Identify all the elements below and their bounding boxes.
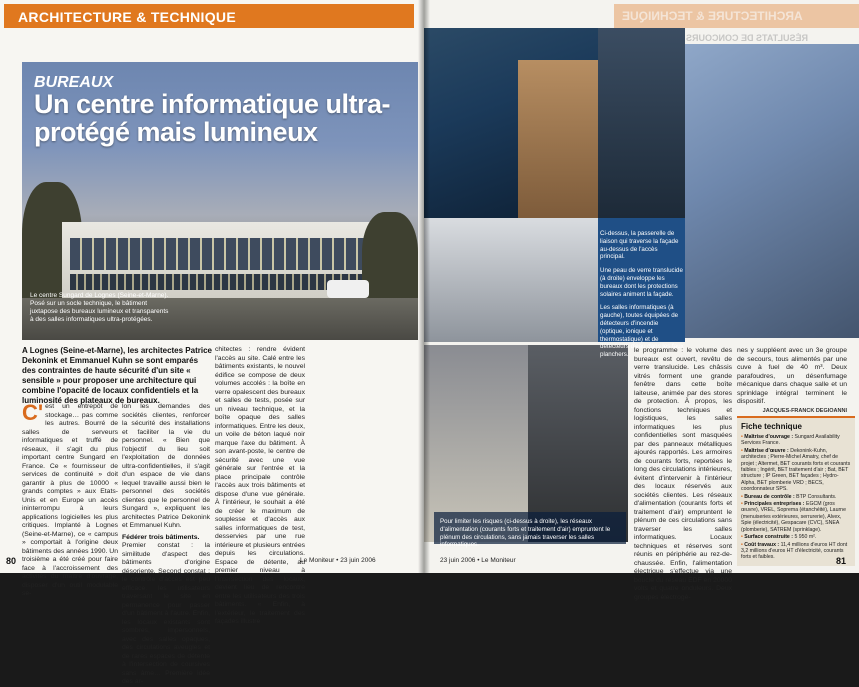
fact-box: [737, 416, 855, 566]
subhead: Fédérer trois bâtiments.: [122, 533, 200, 541]
spine-gutter: [418, 0, 430, 573]
article-lede: A Lognes (Seine-et-Marne), les architectes Patrice Dekonink et Emmanuel Kuhn se sont emparés des contraintes de haute sécurité d'un site « sensible » pour proposer une architecture qui combine l'opacité de locaux confidentiels et la luminosité des plateaux de bureaux.: [22, 346, 212, 405]
body-column-3: [215, 346, 305, 627]
fact-value: EGCM (gros œuvre), VREL, Soprema (étanchéité), Laurne (menuiseries extérieures, serrurerie), Alvex, Spie (électricité), Gespacare (CVC), SNEA (plomberie), SATREM (sprinklage).: [741, 501, 846, 533]
article-headline: Un centre informatique ultra-protégé mais lumineux: [34, 89, 391, 147]
fact-item: [741, 448, 851, 493]
bullet-icon: •: [741, 541, 745, 548]
fact-value: Dekonink-Kuhn, architectes ; Pierre-Michel Amatry, chef de projet ; Altermet, BET courants forts et courants faibles ; Ingérit, BET traitement d'air ; Bat, BET structure ; IP Green, BET façades ; Hydro-Alpha, BET plomberie VRD ; BECS, coordonnateur SPS.: [741, 447, 851, 493]
car-shape: [327, 280, 369, 298]
mirrored-section-title: ARCHITECTURE & TECHNIQUE: [622, 9, 803, 23]
bullet-icon: •: [741, 534, 745, 541]
body-text: nes y suppléent avec un 3e groupe de secours, tous alimentés par une cuve à fuel de 40 m³. Deux parafoudres, un désenfumage mécanique dans chaque salle et un sprinklage intégral terminent le dispositif.: [737, 347, 847, 405]
photo-server-room: [424, 218, 598, 342]
fact-box-title: Fiche technique: [741, 422, 802, 431]
page-footer: Le Moniteur • 23 juin 2006: [300, 557, 376, 564]
fact-value: 5 950 m².: [794, 534, 817, 541]
fact-label: Maîtrise d'œuvre :: [744, 447, 789, 454]
photo-callouts: [600, 230, 684, 365]
fact-label: Principales entreprises :: [744, 501, 805, 508]
body-column-2: [122, 403, 210, 687]
building-glass: [70, 238, 370, 270]
body-text: Premier constat : la similitude d'aspect des bâtiments d'origine désoriente. Second constat : le contrôle d'accès est peu efficace. les utilisateurs traversant le site en permanence pour passer d'un bâtiment à l'autre. Enfin, les locaux existants sont sombres, impersonnels, avec des salles opaques, des circulations aveugles et de rares espaces de détente à l'intersection de coursives sans âme… Première idée des ar-: [122, 542, 210, 685]
body-text: le programme : le volume des bureaux est ouvert, revêtu de verre translucide. Les châssis vitrés forment une grande fenêtre dans cette boîte laiteuse, animée par des stores de protection. À propos, les fonctions techniques et logistiques, les salles informatiques les plus confidentielles sont masquées par des panneaux métalliques ajourés rapportés. Les armoires de courants forts, reportées le long des circulations intérieures, évitent d'intervenir à l'intérieur des locaux réservés aux sociétés clientes. Les réseaux d'alimentation (courants forts et traitement d'air) empruntent le plénum de ces circulations sans traverser les salles informatiques. Locaux techniques et réserves sont réunis en périphérie au rez-de-chaussée. Enfin, l'alimentation électrique s'effectue via une boucle du réseau EDF en 20000 volts et quatre onduleurs. Deux groupes électrogè-: [634, 347, 732, 601]
fact-item: [741, 434, 851, 447]
fact-item: [741, 534, 851, 540]
body-column-right-2: [737, 347, 847, 415]
photo-translucent-facade: [685, 44, 859, 338]
fact-label: Maîtrise d'ouvrage :: [744, 434, 794, 440]
dropcap: C': [22, 400, 44, 425]
body-column-right-1: [634, 347, 732, 602]
lower-caption: Pour limiter les risques (ci-dessus à droite), les réseaux d'alimentation (courants forts et traitement d'air) empruntent le plénum des circulations, sans jamais traverser les salles informatiques.: [440, 518, 611, 549]
left-page: [0, 0, 424, 685]
mirrored-section-banner: [614, 4, 859, 28]
body-text: lon les demandes des sociétés clientes, renforcer la sécurité des installations et faciliter la vie du personnel. « Bien que l'objectif du lieu soit l'exploitation de données ultra-confidentielles, il s'agit d'un espace de vie dans lequel travaille aussi bien le personnel des sociétés clientes que le personnel de Sungard », expliquent les architectes Patrice Dekonink et Emmanuel Kuhn.: [122, 403, 210, 529]
section-title: ARCHITECTURE & TECHNIQUE: [18, 9, 236, 25]
article-kicker: BUREAUX: [34, 74, 114, 91]
fact-value: 11,4 millions d'euros HT dont 3,2 millions d'euros HT d'électricité, courants forts et faibles.: [741, 541, 848, 561]
section-banner: [4, 4, 414, 28]
photo-security-booth: [518, 60, 598, 220]
body-column-1: [22, 400, 118, 599]
fact-label: Surface construite :: [744, 534, 793, 541]
page-footer: 23 juin 2006 • Le Moniteur: [440, 557, 516, 564]
bullet-icon: •: [741, 493, 745, 500]
bullet-icon: •: [741, 447, 745, 454]
callout-text: Ci-dessus, la passerelle de liaison qui traverse la façade au-dessus de l'accès principal.: [600, 230, 679, 261]
callout-text: Les salles informatiques (à gauche), toutes équipées de détecteurs d'incendie (optique, ionique et thermostatique) et de détecteurs d'eau dans les faux planchers.: [600, 304, 684, 359]
fact-item: [741, 501, 851, 533]
page-number: 80: [6, 556, 17, 566]
body-text: chitectes : rendre évident l'accès au site. Calé entre les bâtiments existants, le nouvel édifice se compose de deux volumes accolés : la boîte en verre opalescent des bureaux et salles de tests, posée sur un niveau technique, et la boîte opaque des salles informatiques. Entre les deux, un voile de béton laqué noir marque l'axe du bâtiment. À son avant-poste, le centre de sécurité avec une vue générale sur l'entrée et la place principale contrôle l'accès aux trois bâtiments et dispose d'une vue générale. À l'intérieur, le souhait a été de créer le maximum de souplesse et d'accès aux salles informatiques de test, desservies par une rue intérieure et plusieurs entrées depuis les circulations. Espace de détente, au premier niveau à l'intersection des locaux, devient lieu de rencontre entre les utilisateurs des trois bâtiments. « Enfin, à l'extérieur, le traitement des façades illustre: [215, 346, 305, 625]
building-glass-lower: [70, 274, 370, 290]
page-number: 81: [836, 556, 847, 566]
bullet-icon: •: [741, 501, 745, 508]
photo-facade-night: [598, 28, 685, 218]
callout-text: Une peau de verre translucide (à droite) enveloppe les bureaux dont les protections solaires animent la façade.: [600, 267, 683, 298]
mirrored-subsection-title: RÉSULTATS DE CONCOURS: [686, 33, 809, 43]
fact-value: Sungard Availability Services France.: [741, 434, 840, 447]
mirrored-subsection: [686, 28, 859, 44]
fact-value: BTP Consultants.: [796, 493, 837, 500]
body-text: est un entrepôt de stockage… pas comme les autres. Bourré de salles de serveurs informatiques et truffé de réseaux, il s'agit du plus important centre Sungard en France. Ce « fournisseur de services de continuité » doit garantir à plus de 10000 « grands comptes » aux Etats-Unis et en Europe un accès ininterrompu à leurs applications logicielles les plus critiques. Implanté à Lognes (Seine-et-Marne), ce « campus » comportait à l'origine deux bâtiments des années 1990. Un troisième a été créé pour faire face à l'accroissement des activités du maître d'ouvrage, disposer d'un outil modulable se-: [22, 403, 118, 597]
fact-item: [741, 542, 851, 561]
hero-caption: Le centre Sungard de Lognes (Seine-et-Marne). Posé sur un socle technique, le bâtiment juxtapose des bureaux lumineux et transparents à des salles informatiques ultra-protégées.: [30, 292, 169, 323]
author-signature: JACQUES-FRANCK DEGIOANNI: [762, 407, 847, 414]
fact-label: Coût travaux :: [744, 541, 780, 548]
tree-shape: [362, 212, 418, 312]
fact-item: [741, 494, 851, 500]
bullet-icon: •: [741, 434, 745, 440]
fact-label: Bureau de contrôle :: [744, 493, 795, 500]
